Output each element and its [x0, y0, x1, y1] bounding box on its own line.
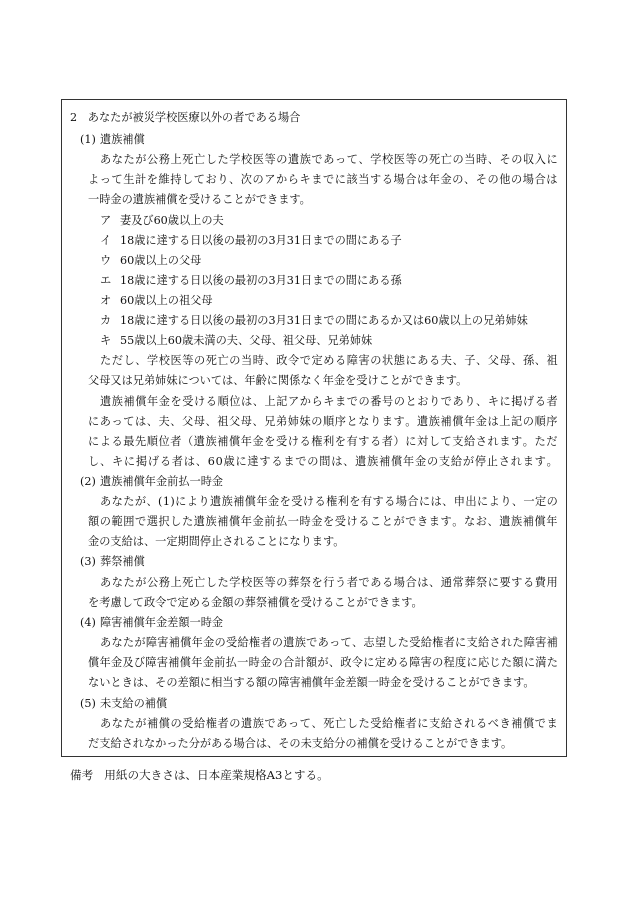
s5-para-line-2: だ支給されなかった分がある場合は、その未支給分の補償を受けることができます。 — [88, 737, 513, 750]
list-item-mark: ウ — [100, 254, 112, 267]
list-item-mark: オ — [100, 294, 112, 307]
footnote-text: 用紙の大きさは、日本産業規格A3とする。 — [104, 768, 329, 782]
subsection-5-title: 未支給の補償 — [100, 697, 168, 710]
s4-para-line-1: あ な た が 障 害 補 償 年 金 の 受 給 権 者 の 遺 族 で あ っ て 、 志 望 し た 受 給 権 者 に 支 給 さ れ た 障 害 補 — [100, 636, 558, 649]
subsection-4-title: 障害補償年金差額一時金 — [100, 616, 224, 629]
subsection-1-title: 遺族補償 — [100, 133, 145, 146]
list-item-mark: キ — [100, 334, 112, 347]
section-number: 2 — [70, 111, 78, 124]
list-item — [100, 253, 201, 271]
list-item-text: 18歳に達する日以後の最初の3月31日までの間にある孫 — [120, 274, 402, 287]
s1-para1-line-2: よ っ て 生 計 を 維 持 し て お り 、 次 の ア か ら キ ま で に 該 当 す る 場 合 は 年 金 の 、 そ の 他 の 場 合 は — [88, 173, 558, 186]
subsection-3-heading — [80, 554, 145, 572]
list-item-text: 60歳以上の父母 — [120, 254, 202, 267]
footnote — [70, 767, 329, 783]
list-item-text: 60歳以上の祖父母 — [120, 294, 213, 307]
subsection-2-heading — [80, 474, 223, 492]
section-title: あなたが被災学校医療以外の者である場合 — [87, 111, 301, 124]
list-item-text: 18歳に達する日以後の最初の3月31日までの間にある子 — [120, 234, 402, 247]
list-item-mark: カ — [100, 314, 112, 327]
subsection-2-mark: (2) — [80, 475, 96, 488]
subsection-2-title: 遺族補償年金前払一時金 — [100, 475, 224, 488]
s2-para-line-3: 金の支給は、一定期間停止されることになります。 — [88, 535, 345, 548]
subsection-4-heading — [80, 615, 223, 633]
subsection-1-heading — [80, 132, 145, 150]
subsection-5-heading — [80, 696, 167, 714]
list-item — [100, 333, 372, 351]
list-item-mark: ア — [100, 214, 112, 227]
list-item — [100, 233, 402, 251]
footnote-label: 備考 — [70, 768, 94, 782]
s1-para2-line-2: 父母又は兄弟姉妹については、年齢に関係なく年金を受けことができます。 — [88, 374, 468, 387]
list-item-mark: エ — [100, 274, 112, 287]
s1-para2-line-1: た だ し 、 学 校 医 等 の 死 亡 の 当 時 、 政 令 で 定 め る 障 害 の 状 態 に あ る 夫 、 子 、 父 母 、 孫 、 祖 — [100, 354, 558, 367]
s1-para3-line-4: し 、 キ に 掲 げ る 者 は 、 6 0 歳 に 達 す る ま で の 間 は 、 遺 族 補 償 年 金 の 支 給 が 停 止 さ れ ま す 。 — [88, 455, 558, 468]
s3-para-line-2: を考慮して政令で定める金額の葬祭補償を受けることができます。 — [88, 596, 423, 609]
s5-para-line-1: あ な た が 補 償 の 受 給 権 者 の 遺 族 で あ っ て 、 死 亡 し た 受 給 権 者 に 支 給 さ れ る べ き 補 償 で ま — [100, 717, 558, 730]
s1-para3-line-1: 遺 族 補 償 年 金 を 受 け る 順 位 は 、 上 記 ア か ら キ ま で の 番 号 の と お り で あ り 、 キ に 掲 げ る 者 — [100, 395, 558, 408]
subsection-1-mark: (1) — [80, 133, 96, 146]
list-item-text: 18歳に達する日以後の最初の3月31日までの間にあるか又は60歳以上の兄弟姉妹 — [120, 314, 528, 327]
subsection-3-mark: (3) — [80, 555, 96, 568]
s1-para1-line-3: 一時金の遺族補償を受けることができます。 — [88, 193, 311, 206]
list-item-text: 妻及び60歳以上の夫 — [120, 214, 224, 227]
list-item — [100, 273, 402, 291]
list-item-mark: イ — [100, 234, 112, 247]
subsection-4-mark: (4) — [80, 616, 96, 629]
s3-para-line-1: あ な た が 公 務 上 死 亡 し た 学 校 医 等 の 葬 祭 を 行 う 者 で あ る 場 合 は 、 通 常 葬 祭 に 要 す る 費 用 — [100, 576, 558, 589]
list-item-text: 55歳以上60歳未満の夫、父母、祖父母、兄弟姉妹 — [120, 334, 373, 347]
section-heading — [70, 110, 300, 128]
s2-para-line-2: 額 の 範 囲 で 選 択 し た 遺 族 補 償 年 金 前 払 一 時 金 を 受 け る こ と が で き ま す 。 な お 、 遺 族 補 償 年 — [88, 515, 558, 528]
s4-para-line-3: ないときは、その差額に相当する額の障害補償年金差額一時金を受けることができます。 — [88, 676, 535, 689]
s1-para3-line-3: に よ る 最 先 順 位 者 （ 遺 族 補 償 年 金 を 受 け る 権 利 を 有 す る 者 ） に 対 し て 支 給 さ れ ま す 。 た だ — [88, 435, 558, 448]
s2-para-line-1: あ な た が 、 ( 1 ) に よ り 遺 族 補 償 年 金 を 受 け る 権 利 を 有 す る 場 合 に は 、 申 出 に よ り 、 一 定 の — [100, 495, 558, 508]
list-item — [100, 293, 213, 311]
subsection-3-title: 葬祭補償 — [100, 555, 145, 568]
list-item — [100, 213, 224, 231]
s1-para1-line-1: あ な た が 公 務 上 死 亡 し た 学 校 医 等 の 遺 族 で あ っ て 、 学 校 医 等 の 死 亡 の 当 時 、 そ の 収 入 に — [100, 153, 558, 166]
list-item — [100, 313, 528, 331]
s1-para3-line-2: に あ っ て は 、 夫 、 父 母 、 祖 父 母 、 兄 弟 姉 妹 の 順 序 と な り ま す 。 遺 族 補 償 年 金 は 上 記 の 順 序 — [88, 415, 558, 428]
s4-para-line-2: 償 年 金 及 び 障 害 補 償 年 金 前 払 一 時 金 の 合 計 額 が 、 政 令 に 定 め る 障 害 の 程 度 に 応 じ た 額 に 満 た — [88, 656, 558, 669]
subsection-5-mark: (5) — [80, 697, 96, 710]
